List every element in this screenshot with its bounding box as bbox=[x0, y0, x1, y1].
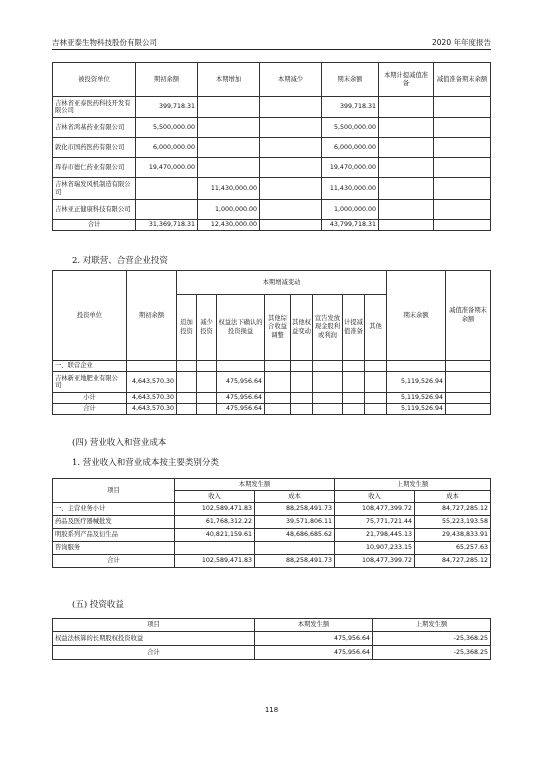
col-header: 计提减值准备 bbox=[343, 295, 365, 361]
cell bbox=[255, 542, 335, 555]
cell bbox=[265, 393, 291, 404]
cell bbox=[291, 393, 313, 404]
cell bbox=[198, 118, 260, 138]
col-header: 减少投资 bbox=[197, 295, 217, 361]
col-header: 收入 bbox=[335, 491, 415, 503]
col-header: 本期发生额 bbox=[255, 619, 373, 632]
cell: 399,718.31 bbox=[322, 97, 379, 118]
cell bbox=[434, 220, 491, 231]
cell: 吉林亚正健康科技有限公司 bbox=[53, 200, 136, 220]
page-header bbox=[52, 37, 491, 50]
table-header-row bbox=[53, 479, 491, 491]
col-header: 其他权益变动 bbox=[291, 295, 313, 361]
section-title-revenue: (四) 营业收入和营业成本 bbox=[72, 438, 167, 448]
cell bbox=[291, 361, 313, 372]
cell bbox=[313, 393, 343, 404]
cell bbox=[127, 361, 177, 372]
investment-income-table bbox=[52, 618, 491, 660]
cell bbox=[434, 97, 491, 118]
cell bbox=[136, 200, 198, 220]
col-header: 权益法下确认的投资损益 bbox=[217, 295, 265, 361]
cell bbox=[260, 138, 322, 158]
cell bbox=[291, 404, 313, 415]
cell bbox=[198, 97, 260, 118]
cell: 4,643,570.30 bbox=[127, 393, 177, 404]
cell: 84,727,285.12 bbox=[415, 555, 491, 568]
cell bbox=[291, 372, 313, 393]
cell: 43,799,718.31 bbox=[322, 220, 379, 231]
cell: 88,258,491.73 bbox=[255, 503, 335, 516]
cell bbox=[343, 372, 365, 393]
cell: 40,821,159.61 bbox=[175, 529, 255, 542]
cell bbox=[197, 372, 217, 393]
cell: 合计 bbox=[53, 220, 136, 231]
table-row bbox=[53, 97, 491, 118]
cell: 珲春市德仁药业有限公司 bbox=[53, 158, 136, 178]
table-header-row bbox=[53, 619, 491, 632]
cell: 1,000,000.00 bbox=[322, 200, 379, 220]
cell: 一、主营业务小计 bbox=[53, 503, 175, 516]
table-header-row bbox=[53, 63, 491, 97]
col-header: 期末余额 bbox=[387, 271, 446, 361]
cell bbox=[198, 138, 260, 158]
table-row bbox=[53, 516, 491, 529]
table-row bbox=[53, 158, 491, 178]
col-header: 成本 bbox=[415, 491, 491, 503]
cell bbox=[175, 542, 255, 555]
cell bbox=[313, 372, 343, 393]
col-header: 本期发生额 bbox=[175, 479, 335, 491]
cell bbox=[177, 393, 197, 404]
cell bbox=[343, 404, 365, 415]
cell bbox=[260, 200, 322, 220]
col-header: 宣告发放现金股利或利润 bbox=[313, 295, 343, 361]
table-row bbox=[53, 138, 491, 158]
cell bbox=[365, 393, 387, 404]
cell bbox=[313, 361, 343, 372]
cell: 10,907,233.15 bbox=[335, 542, 415, 555]
cell: 11,430,000.00 bbox=[198, 178, 260, 200]
col-header: 减值准备期末余额 bbox=[434, 63, 491, 97]
cell: 吉林省鸿基药业有限公司 bbox=[53, 118, 136, 138]
cell bbox=[446, 361, 491, 372]
cell: -25,368.25 bbox=[373, 646, 491, 660]
cell bbox=[260, 158, 322, 178]
cell bbox=[265, 372, 291, 393]
revenue-cost-table bbox=[52, 478, 491, 568]
cell bbox=[260, 118, 322, 138]
cell: 48,686,685.62 bbox=[255, 529, 335, 542]
cell bbox=[343, 361, 365, 372]
cell bbox=[387, 361, 446, 372]
cell: 4,643,570.30 bbox=[127, 404, 177, 415]
cell bbox=[260, 220, 322, 231]
table-row bbox=[53, 118, 491, 138]
col-header: 本期计提减值准备 bbox=[379, 63, 434, 97]
section-title-revenue-by-category: 1. 营业收入和营业成本按主要类别分类 bbox=[72, 458, 219, 468]
cell: 咨询服务 bbox=[53, 542, 175, 555]
cell bbox=[197, 404, 217, 415]
cell: 108,477,399.72 bbox=[335, 503, 415, 516]
col-header: 其他 bbox=[365, 295, 387, 361]
cell bbox=[434, 200, 491, 220]
cell bbox=[379, 158, 434, 178]
col-header: 投资单位 bbox=[53, 271, 127, 361]
cell bbox=[260, 178, 322, 200]
cell: 药品及医疗器械批发 bbox=[53, 516, 175, 529]
cell: 合计 bbox=[53, 555, 175, 568]
table-row bbox=[53, 372, 491, 393]
col-header: 减值准备期末余额 bbox=[446, 271, 491, 361]
cell: 84,727,285.12 bbox=[415, 503, 491, 516]
col-header: 项目 bbox=[53, 479, 175, 503]
cell bbox=[379, 178, 434, 200]
cell bbox=[379, 97, 434, 118]
cell: 6,000,000.00 bbox=[322, 138, 379, 158]
cell: 4,643,570.30 bbox=[127, 372, 177, 393]
cell: 29,438,833.91 bbox=[415, 529, 491, 542]
cell: 475,956.64 bbox=[217, 393, 265, 404]
cell: 6,000,000.00 bbox=[136, 138, 198, 158]
cell bbox=[343, 393, 365, 404]
page-number: 118 bbox=[264, 706, 279, 714]
cell bbox=[446, 372, 491, 393]
cell bbox=[365, 404, 387, 415]
cell: 399,718.31 bbox=[136, 97, 198, 118]
cell bbox=[265, 404, 291, 415]
col-header: 上期发生额 bbox=[373, 619, 491, 632]
cell: 88,258,491.73 bbox=[255, 555, 335, 568]
col-header: 期初余额 bbox=[127, 271, 177, 361]
cell: 敦化市国药医药有限公司 bbox=[53, 138, 136, 158]
cell: 39,571,806.11 bbox=[255, 516, 335, 529]
col-header: 期末余额 bbox=[322, 63, 379, 97]
cell: 5,119,526.94 bbox=[387, 404, 446, 415]
cell bbox=[198, 158, 260, 178]
associate-investment-table bbox=[52, 270, 491, 415]
col-header: 追加投资 bbox=[177, 295, 197, 361]
cell: 19,470,000.00 bbox=[136, 158, 198, 178]
table-row bbox=[53, 200, 491, 220]
table-row bbox=[53, 393, 491, 404]
cell: 合计 bbox=[53, 404, 127, 415]
cell bbox=[197, 393, 217, 404]
cell bbox=[434, 158, 491, 178]
cell bbox=[260, 97, 322, 118]
cell bbox=[177, 372, 197, 393]
cell: 475,956.64 bbox=[217, 372, 265, 393]
cell: 吉林省瑞发风机制造有限公司 bbox=[53, 178, 136, 200]
cell bbox=[434, 178, 491, 200]
cell bbox=[379, 220, 434, 231]
cell bbox=[379, 200, 434, 220]
col-header: 上期发生额 bbox=[335, 479, 491, 491]
long-term-equity-investment-table bbox=[52, 62, 491, 231]
cell bbox=[265, 361, 291, 372]
table-row bbox=[53, 361, 491, 372]
cell: 一、联营企业 bbox=[53, 361, 127, 372]
cell: 明胶系列产品及衍生品 bbox=[53, 529, 175, 542]
cell: 102,589,471.83 bbox=[175, 503, 255, 516]
table-total-row bbox=[53, 404, 491, 415]
table-row bbox=[53, 178, 491, 200]
cell: 5,119,526.94 bbox=[387, 372, 446, 393]
col-header: 本期减少 bbox=[260, 63, 322, 97]
cell: 31,369,718.31 bbox=[136, 220, 198, 231]
table-total-row bbox=[53, 555, 491, 568]
cell bbox=[177, 361, 197, 372]
header-report-title: 2020 年年度报告 bbox=[432, 38, 491, 47]
cell: 11,430,000.00 bbox=[322, 178, 379, 200]
col-header: 本期增加 bbox=[198, 63, 260, 97]
section-title-associates: 2. 对联营、合营企业投资 bbox=[72, 256, 168, 266]
section-title-investment-income: (五) 投资收益 bbox=[72, 600, 124, 610]
table-total-row bbox=[53, 646, 491, 660]
cell: 小计 bbox=[53, 393, 127, 404]
cell: 1,000,000.00 bbox=[198, 200, 260, 220]
table-header-row bbox=[53, 271, 491, 295]
table-row bbox=[53, 529, 491, 542]
cell: -25,368.25 bbox=[373, 632, 491, 646]
col-header: 期初余额 bbox=[136, 63, 198, 97]
cell: 65,257.63 bbox=[415, 542, 491, 555]
cell bbox=[434, 118, 491, 138]
cell bbox=[446, 393, 491, 404]
cell bbox=[136, 178, 198, 200]
cell bbox=[434, 138, 491, 158]
cell: 吉林省亚泰医药科技开发有限公司 bbox=[53, 97, 136, 118]
cell: 475,956.64 bbox=[255, 632, 373, 646]
cell: 75,771,721.44 bbox=[335, 516, 415, 529]
cell: 102,589,471.83 bbox=[175, 555, 255, 568]
cell bbox=[313, 404, 343, 415]
cell bbox=[365, 372, 387, 393]
col-header: 被投资单位 bbox=[53, 63, 136, 97]
cell: 合计 bbox=[53, 646, 255, 660]
cell bbox=[379, 138, 434, 158]
table-row bbox=[53, 503, 491, 516]
cell: 12,430,000.00 bbox=[198, 220, 260, 231]
cell: 108,477,399.72 bbox=[335, 555, 415, 568]
cell bbox=[365, 361, 387, 372]
cell: 61,768,312.22 bbox=[175, 516, 255, 529]
cell: 475,956.64 bbox=[255, 646, 373, 660]
cell bbox=[197, 361, 217, 372]
cell: 5,119,526.94 bbox=[387, 393, 446, 404]
cell: 5,500,000.00 bbox=[322, 118, 379, 138]
cell: 21,798,445.13 bbox=[335, 529, 415, 542]
cell: 475,956.64 bbox=[217, 404, 265, 415]
cell: 吉林新亚地肥业有限公司 bbox=[53, 372, 127, 393]
cell: 19,470,000.00 bbox=[322, 158, 379, 178]
col-header: 其他综合收益调整 bbox=[265, 295, 291, 361]
cell bbox=[379, 118, 434, 138]
col-header: 成本 bbox=[255, 491, 335, 503]
cell: 权益法核算的长期股权投资收益 bbox=[53, 632, 255, 646]
col-header: 项目 bbox=[53, 619, 255, 632]
cell: 55,223,193.58 bbox=[415, 516, 491, 529]
table-total-row bbox=[53, 220, 491, 231]
table-row bbox=[53, 542, 491, 555]
cell: 5,500,000.00 bbox=[136, 118, 198, 138]
col-header: 收入 bbox=[175, 491, 255, 503]
header-company: 吉林亚泰生物科技股份有限公司 bbox=[52, 38, 157, 47]
cell bbox=[217, 361, 265, 372]
cell bbox=[446, 404, 491, 415]
col-header: 本期增减变动 bbox=[177, 271, 387, 295]
table-row bbox=[53, 632, 491, 646]
cell bbox=[177, 404, 197, 415]
